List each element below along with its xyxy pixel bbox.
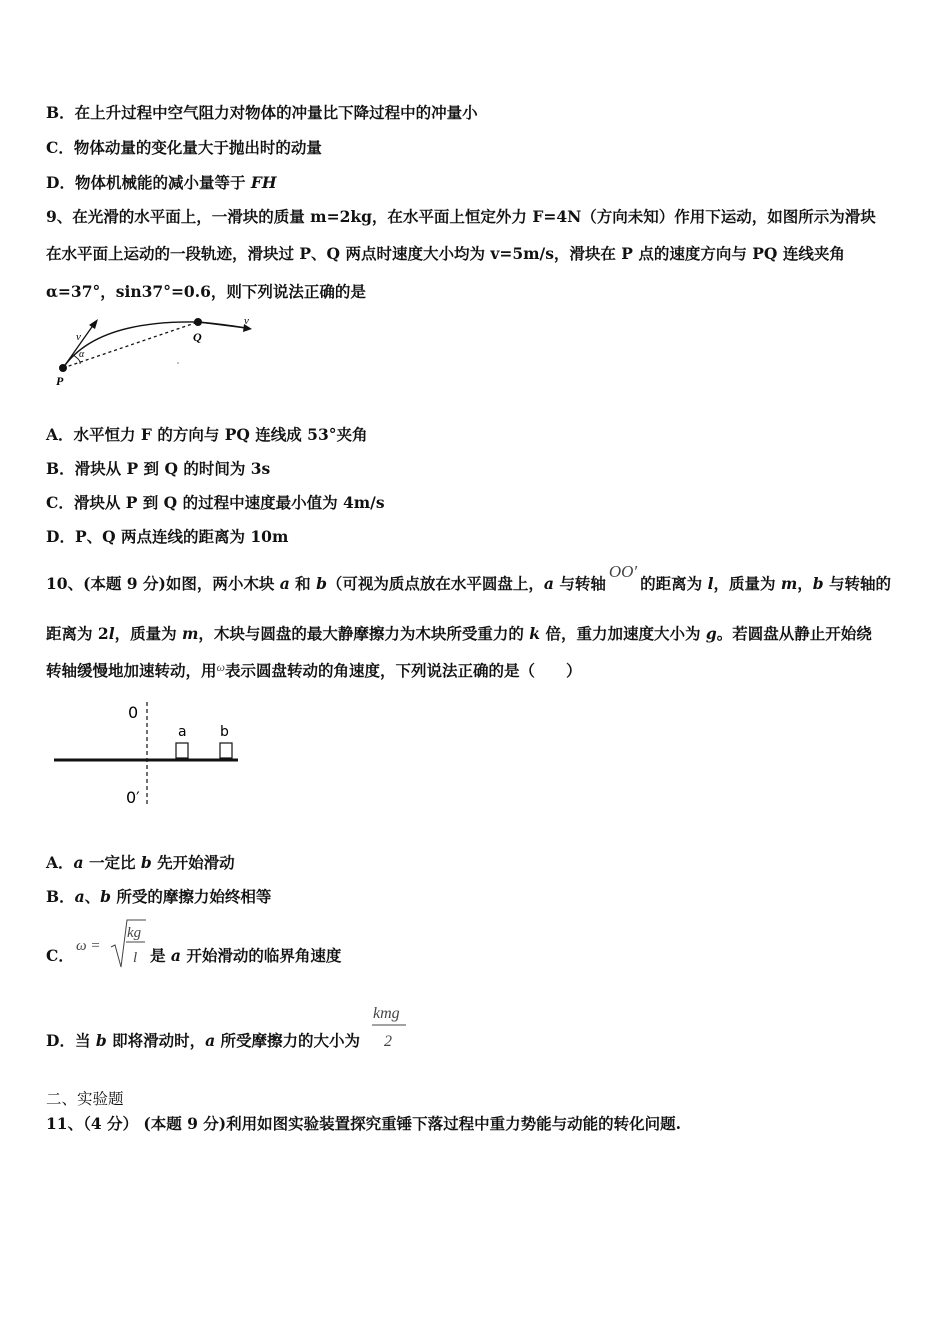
block-b <box>220 743 232 758</box>
var-k: k <box>529 624 541 643</box>
q11-stem: 11、（4 分） (本题 9 分)利用如图实验装置探究重锤下落过程中重力势能与动能的转化问题. <box>46 1114 682 1133</box>
q10-option-d <box>46 1029 360 1051</box>
option-b-mid: 、 <box>84 887 101 906</box>
var-g: g <box>705 624 717 643</box>
q9-stem-line3: α=37°，sin37°=0.6，则下列说法正确的是 <box>46 282 366 301</box>
point-q <box>194 318 202 326</box>
q8-option-d-text: D．物体机械能的减小量等于 <box>46 173 251 192</box>
q9-option-a: A．水平恒力 F 的方向与 PQ 连线成 53°夹角 <box>46 425 368 444</box>
var-b: b <box>140 853 152 872</box>
label-v-left: v <box>76 331 81 343</box>
q10-option-c-text <box>150 944 341 966</box>
option-b-post: 所受的摩擦力始终相等 <box>111 887 272 906</box>
var-b: b <box>316 574 327 593</box>
q10-stem-line3 <box>46 659 582 681</box>
label-block-b: b <box>220 724 229 740</box>
option-a-prefix: A． <box>46 853 74 872</box>
var-a: a <box>74 887 85 906</box>
formula-omega-sqrt <box>74 917 150 971</box>
option-a-post: 先开始滑动 <box>151 853 235 872</box>
q10-l1-text-d: 的距离为 <box>640 574 708 593</box>
q10-l2-text-e: 。若圆盘从静止开始绕 <box>716 624 872 643</box>
formula-omega-eq: ω = <box>76 938 101 954</box>
q10-l3-text-a: 转轴缓慢地加速转动，用 <box>46 661 217 680</box>
var-l: l <box>707 574 714 593</box>
omega-symbol: ω <box>216 660 225 674</box>
fraction-numerator: kmg <box>373 1005 400 1022</box>
q10-l1-text-a: 10、(本题 9 分)如图，两小木块 <box>46 574 280 593</box>
q9-option-d: D．P、Q 两点连线的距离为 10m <box>46 527 289 546</box>
q9-option-b: B．滑块从 P 到 Q 的时间为 3s <box>46 459 271 478</box>
var-m: m <box>780 574 798 593</box>
label-p: P <box>56 374 64 388</box>
q10-disk-figure <box>50 698 250 808</box>
speck <box>177 362 179 364</box>
label-v-right: v <box>244 315 249 327</box>
var-a: a <box>73 853 84 872</box>
label-o-prime: 0′ <box>126 788 140 807</box>
q9-stem-line1: 9、在光滑的水平面上，一滑块的质量 m=2kg，在水平面上恒定外力 F=4N（方向未知）作用下运动，如图所示为滑块 <box>46 207 876 226</box>
var-a: a <box>543 574 554 593</box>
q10-option-b <box>46 885 271 907</box>
q9-option-c: C．滑块从 P 到 Q 的过程中速度最小值为 4m/s <box>46 493 385 512</box>
var-l: l <box>108 624 115 643</box>
pq-dashed-line <box>63 322 198 368</box>
q10-l2-text-c: ，木块与圆盘的最大静摩擦力为木块所受重力的 <box>198 624 530 643</box>
option-a-mid: 一定比 <box>83 853 141 872</box>
option-c-is: 是 <box>150 946 171 965</box>
var-b: b <box>100 887 112 906</box>
option-d-mid: 即将滑动时， <box>106 1031 206 1050</box>
var-a: a <box>279 574 290 593</box>
var-b: b <box>812 574 824 593</box>
q8-option-d-var: FH <box>250 173 277 192</box>
var-a: a <box>205 1031 216 1050</box>
var-m: m <box>181 624 199 643</box>
q10-l2-text-b: ，质量为 <box>114 624 182 643</box>
option-d-post: 所受摩擦力的大小为 <box>215 1031 361 1050</box>
formula-numerator: kg <box>127 925 142 941</box>
q10-l1-text-b: （可视为质点放在水平圆盘上， <box>326 574 544 593</box>
section-title: 二、实验题 <box>46 1090 124 1108</box>
q10-stem-line2 <box>46 622 872 644</box>
q10-l1-and: 和 <box>289 574 317 593</box>
point-p <box>59 364 67 372</box>
label-block-a: a <box>178 724 187 740</box>
q10-l1-text-g: 与转轴的 <box>823 574 892 593</box>
axis-oo-prime: OO′ <box>608 562 638 581</box>
option-d-prefix: D．当 <box>46 1031 96 1050</box>
var-a: a <box>170 946 181 965</box>
q8-option-d <box>46 171 277 193</box>
q10-option-a <box>46 851 235 873</box>
q10-l1-text-f: ， <box>797 574 813 593</box>
velocity-arrowhead-p <box>89 319 98 329</box>
q9-trajectory-figure <box>46 310 266 390</box>
fraction-denominator: 2 <box>384 1033 392 1050</box>
option-c-post: 开始滑动的临界角速度 <box>180 946 342 965</box>
q10-l1-text-e: ，质量为 <box>713 574 781 593</box>
q10-l1-text-c: 与转轴 <box>553 574 606 593</box>
label-alpha: α <box>79 349 85 360</box>
velocity-arrow-q <box>198 322 246 328</box>
q10-l2-text-a: 距离为 2 <box>46 624 109 643</box>
q8-option-b: B．在上升过程中空气阻力对物体的冲量比下降过程中的冲量小 <box>46 103 478 122</box>
formula-denominator: l <box>133 950 138 966</box>
option-b-prefix: B． <box>46 887 75 906</box>
q8-option-c: C．物体动量的变化量大于抛出时的动量 <box>46 138 322 157</box>
var-b: b <box>95 1031 107 1050</box>
q9-stem-line2: 在水平面上运动的一段轨迹，滑块过 P、Q 两点时速度大小均为 v=5m/s，滑块在 P 点的速度方向与 PQ 连线夹角 <box>46 244 845 263</box>
q10-option-c-label: C． <box>46 946 74 965</box>
block-a <box>176 743 188 758</box>
label-q: Q <box>193 330 202 344</box>
q10-stem-line1 <box>46 562 892 594</box>
q10-l2-text-d: 倍，重力加速度大小为 <box>540 624 706 643</box>
q10-l3-text-b: 表示圆盘转动的角速度，下列说法正确的是（ ） <box>225 661 582 680</box>
label-o: 0 <box>128 703 139 722</box>
formula-kmg-over-2 <box>370 1000 412 1052</box>
